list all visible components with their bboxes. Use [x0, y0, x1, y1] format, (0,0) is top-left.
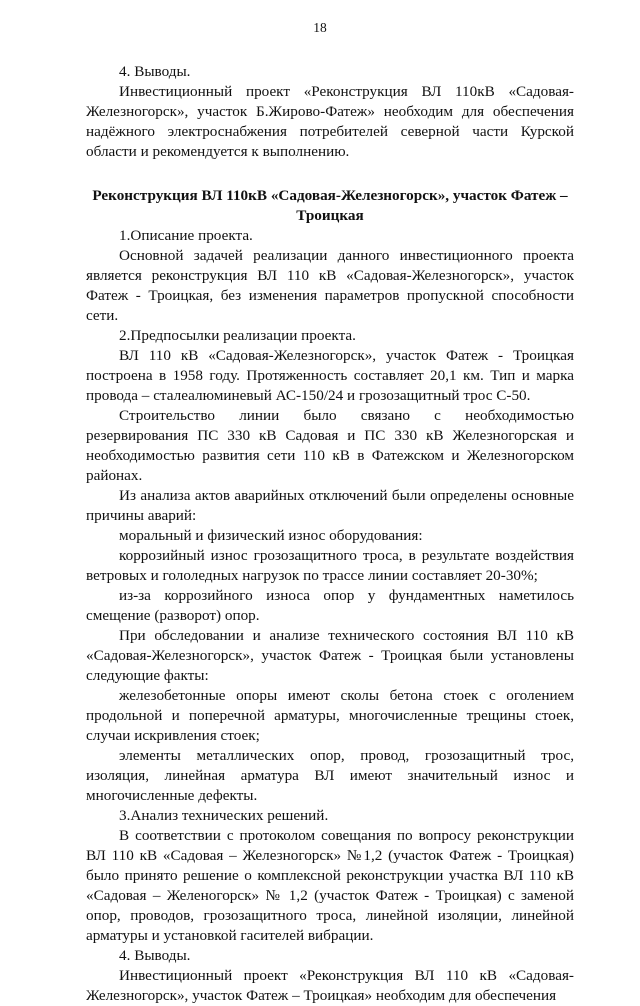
section-heading-description: 1.Описание проекта.: [119, 227, 253, 244]
prerequisites-paragraph-6: из-за коррозийного износа опор у фундаментных наметилось смещение (разворот) опор.: [86, 587, 574, 624]
prerequisites-paragraph-5: коррозийный износ грозозащитного троса, в результате воздействия ветровых и гололедных нагрузок по трассе линии составляет 20-30%;: [86, 547, 574, 584]
prerequisites-paragraph-3: Из анализа актов аварийных отключений были определены основные причины аварий:: [86, 487, 574, 524]
conclusion-paragraph-prev: Инвестиционный проект «Реконструкция ВЛ 110кВ «Садовая-Железногорск», участок Б.Жирово-Фатеж» необходим для обеспечения надёжного электроснабжения потребителей северной части Курской области и рекомендуется к выполнению.: [86, 83, 574, 160]
prerequisites-paragraph-7: При обследовании и анализе технического состояния ВЛ 110 кВ «Садовая-Железногорск», участок Фатеж - Троицкая были установлены следующие факты:: [86, 627, 574, 684]
section-heading-prerequisites: 2.Предпосылки реализации проекта.: [119, 327, 356, 344]
prerequisites-paragraph-9: элементы металлических опор, провод, грозозащитный трос, изоляция, линейная арматура ВЛ имеют значительный износ и многочисленные дефекты.: [86, 747, 574, 804]
analysis-paragraph: В соответствии с протоколом совещания по вопросу реконструкции ВЛ 110 кВ «Садовая – Железногорск» №1,2 (участок Фатеж - Троицкая) было принято решение о комплексной реконструкции участка ВЛ 110 кВ «Садовая – Желеногорск» № 1,2 (участок Фатеж - Троицкая) с заменой опор, проводов, грозозащитного троса, линейной изоляции, линейной арматуры и установкой гасителей вибрации.: [86, 827, 574, 944]
section-heading-conclusions-prev: 4. Выводы.: [119, 63, 191, 80]
prerequisites-paragraph-1: ВЛ 110 кВ «Садовая-Железногорск», участок Фатеж - Троицкая построена в 1958 году. Протяженность составляет 20,1 км. Тип и марка провода – сталеалюминевый АС-150/24 и грозозащитный трос С-50.: [86, 347, 574, 404]
section-heading-analysis: 3.Анализ технических решений.: [119, 807, 329, 824]
page-number: 18: [313, 20, 327, 35]
conclusions-paragraph: Инвестиционный проект «Реконструкция ВЛ 110 кВ «Садовая-Железногорск», участок Фатеж – Троицкая» необходим для обеспечения: [86, 967, 574, 1004]
prerequisites-paragraph-2: Строительство линии было связано с необходимостью резервирования ПС 330 кВ Садовая и ПС 330 кВ Железногорская и необходимостью развития сети 110 кВ в Фатежском и Железногорском районах.: [86, 407, 574, 484]
prerequisites-paragraph-4: моральный и физический износ оборудования:: [119, 527, 423, 544]
spacer: [86, 162, 574, 180]
project-title: Реконструкция ВЛ 110кВ «Садовая-Железногорск», участок Фатеж – Троицкая: [92, 187, 568, 224]
section-heading-conclusions: 4. Выводы.: [119, 947, 191, 964]
description-paragraph: Основной задачей реализации данного инвестиционного проекта является реконструкция ВЛ 110 кВ «Садовая-Железногорск», участок Фатеж - Троицкая, без изменения параметров пропускной способности сети.: [86, 247, 574, 324]
prerequisites-paragraph-8: железобетонные опоры имеют сколы бетона стоек с оголением продольной и поперечной арматуры, многочисленные трещины стоек, случаи искривления стоек;: [86, 687, 574, 744]
page-content: [86, 62, 574, 1006]
